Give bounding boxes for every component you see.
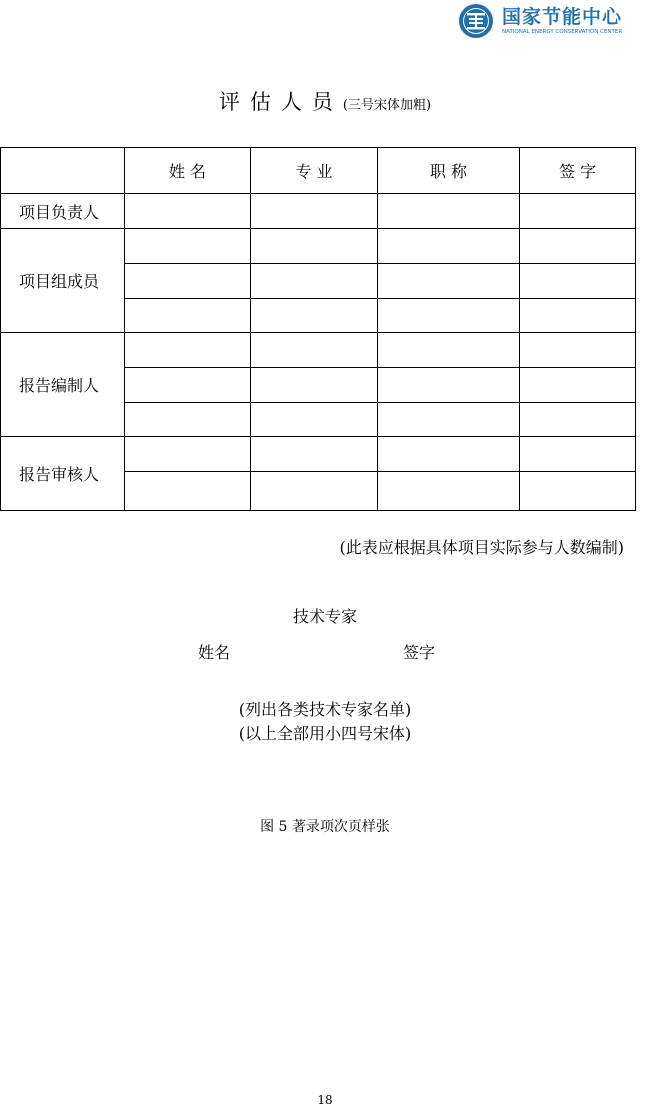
role-report-authors: 报告编制人 [1,333,125,437]
table-note: (此表应根据具体项目实际参与人数编制) [339,538,624,557]
table-cell [251,229,378,264]
table-header-row [1,148,636,194]
experts-list-note: (列出各类技术专家名单) [238,700,412,719]
table-cell [520,472,636,511]
header-logo [458,3,622,39]
header-specialty: 专 业 [251,148,378,194]
table-cell [251,299,378,333]
table-cell [125,403,251,437]
table-row [1,333,636,368]
page-number: 18 [317,1093,333,1107]
header-signature: 签 字 [520,148,636,194]
figure-caption: 图 5 著录项次页样张 [260,819,390,835]
table-cell [520,368,636,403]
header-name: 姓 名 [125,148,251,194]
table-row [1,229,636,264]
header-empty-cell [1,148,125,194]
experts-title: 技术专家 [292,607,357,626]
experts-font-note: (以上全部用小四号宋体) [238,724,412,743]
table-cell [125,333,251,368]
table-cell [520,264,636,299]
personnel-table [0,147,636,511]
table-cell [251,437,378,472]
role-project-members: 项目组成员 [1,229,125,333]
table-cell [520,403,636,437]
table-cell [125,229,251,264]
table-cell [378,194,520,229]
table-cell [251,403,378,437]
page-title [0,86,650,116]
title-main: 评估人员 [218,90,343,114]
experts-name-label: 姓名 [198,643,231,662]
energy-center-logo-icon [458,3,494,39]
table-cell [378,472,520,511]
logo-text [502,6,622,36]
table-cell [520,437,636,472]
table-cell [378,437,520,472]
table-cell [520,194,636,229]
table-row [1,437,636,472]
table-cell [125,194,251,229]
table-cell [125,437,251,472]
table-cell [125,264,251,299]
role-project-lead: 项目负责人 [1,194,125,229]
table-cell [251,333,378,368]
table-cell [378,264,520,299]
table-cell [125,472,251,511]
table-cell [378,333,520,368]
logo-title-en: NATIONAL ENERGY CONSERVATION CENTER [502,29,623,35]
experts-sign-label: 签字 [403,643,436,662]
table-cell [251,264,378,299]
table-cell [378,368,520,403]
table-row [1,194,636,229]
table-cell [378,299,520,333]
table-cell [520,299,636,333]
table-cell [520,333,636,368]
title-font-note: (三号宋体加粗) [342,98,432,113]
table-cell [378,229,520,264]
table-cell [251,194,378,229]
logo-title-cn: 国家节能中心 [502,6,623,28]
table-cell [520,229,636,264]
table-cell [125,299,251,333]
table-cell [251,472,378,511]
role-report-reviewers: 报告审核人 [1,437,125,511]
table-cell [125,368,251,403]
table-cell [378,403,520,437]
table-cell [251,368,378,403]
header-title: 职 称 [378,148,520,194]
